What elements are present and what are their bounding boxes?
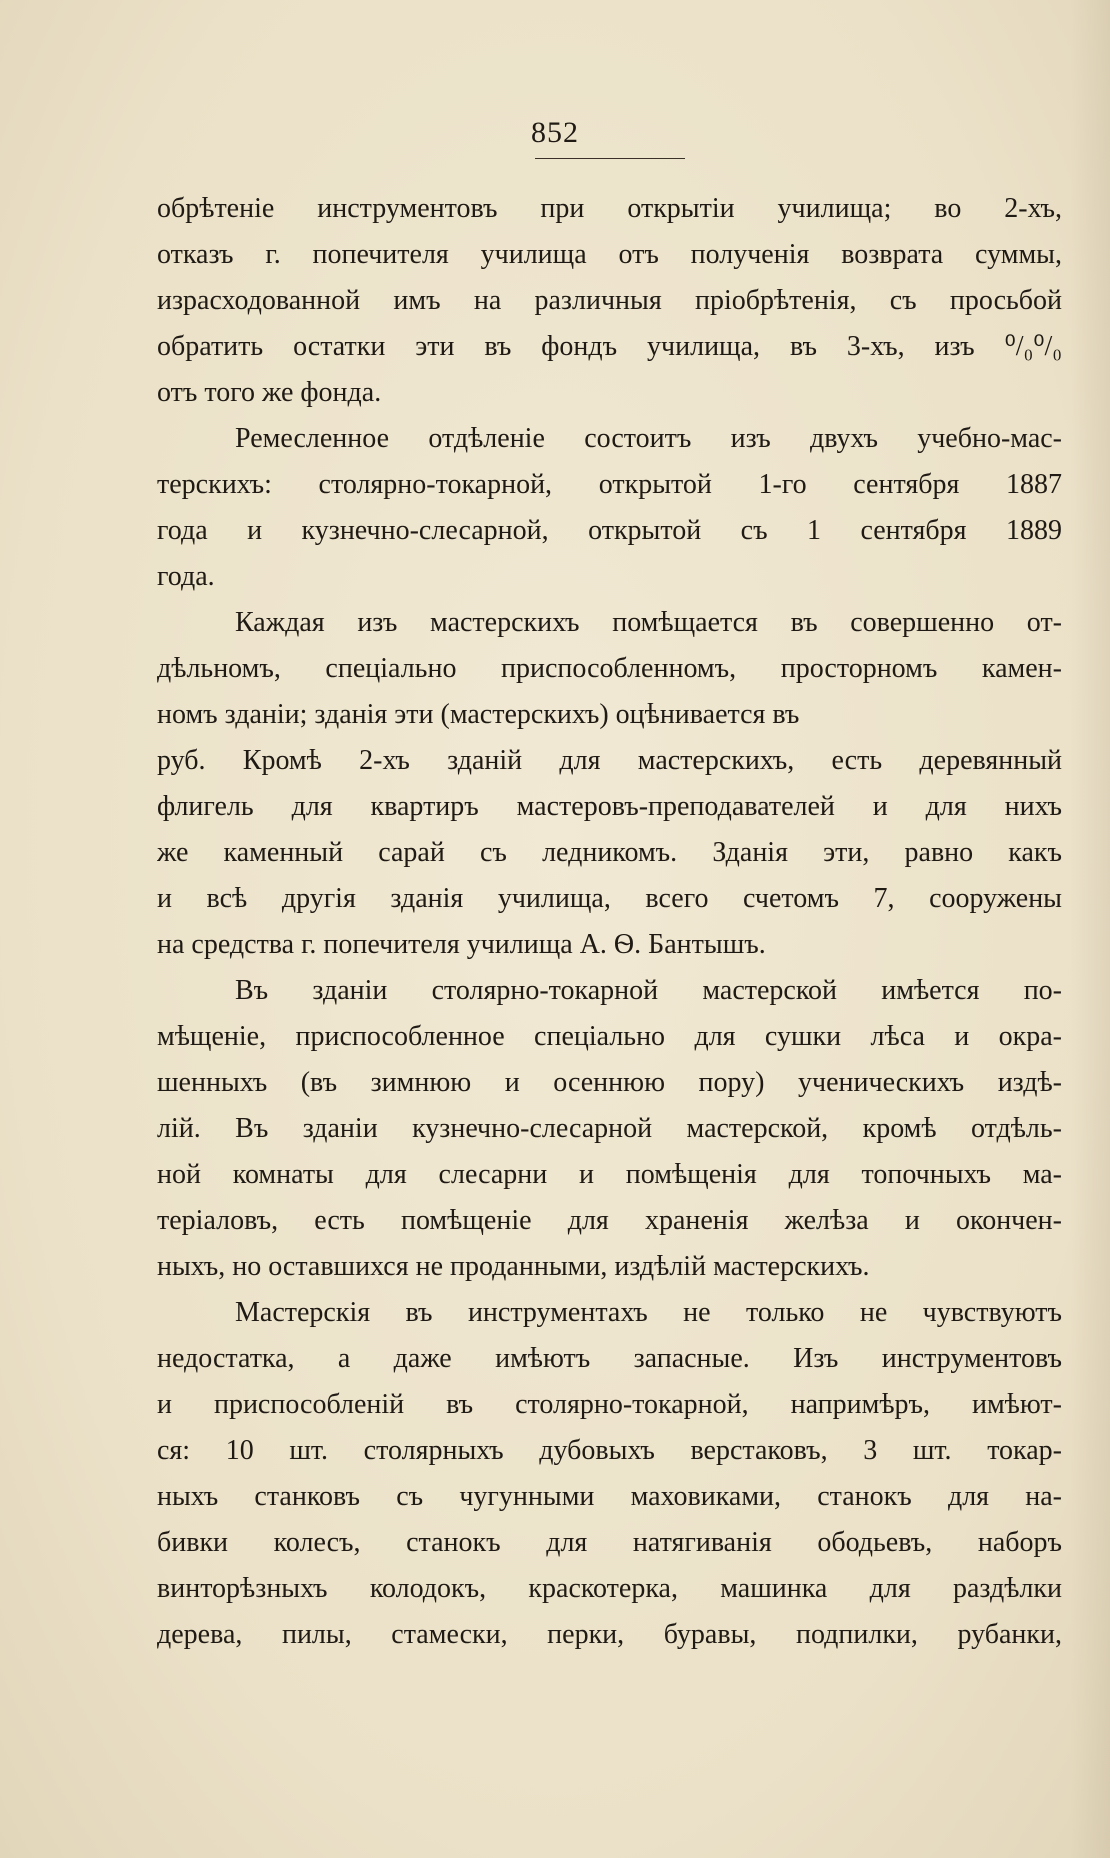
text-line: ся: 10 шт. столярныхъ дубовыхъ верстаковъ, 3 шт. токар-	[157, 1435, 1062, 1466]
text-line: номъ зданіи; зданія эти (мастерскихъ) оцѣнивается въ	[157, 699, 800, 730]
text-line: шенныхъ (въ зимнюю и осеннюю пору) ученическихъ издѣ-	[157, 1067, 1062, 1098]
text-line: обрѣтеніе инструментовъ при открытіи училища; во 2-хъ,	[157, 193, 1062, 224]
text-line: ной комнаты для слесарни и помѣщенія для топочныхъ ма-	[157, 1159, 1062, 1190]
text-line: ныхъ станковъ съ чугунными маховиками, станокъ для на-	[157, 1481, 1062, 1512]
text-line: года и кузнечно-слесарной, открытой съ 1 сентября 1889	[157, 515, 1062, 546]
text-line: дѣльномъ, спеціально приспособленномъ, просторномъ камен-	[157, 653, 1062, 684]
text-line: руб. Кромѣ 2-хъ зданій для мастерскихъ, есть деревянный	[157, 745, 1062, 776]
text-line: на средства г. попечителя училища А. Ѳ. Бантышъ.	[157, 929, 766, 960]
text-line: недостатка, а даже имѣютъ запасные. Изъ инструментовъ	[157, 1343, 1062, 1374]
text-line: лій. Въ зданіи кузнечно-слесарной мастерской, кромѣ отдѣль-	[157, 1113, 1062, 1144]
text-line: флигель для квартиръ мастеровъ-преподавателей и для нихъ	[157, 791, 1062, 822]
text-line: теріаловъ, есть помѣщеніе для храненія желѣза и окончен-	[157, 1205, 1062, 1236]
page-edge-shadow	[1070, 0, 1110, 1858]
text-line: и приспособленій въ столярно-токарной, напримѣръ, имѣют-	[157, 1389, 1062, 1420]
text-line: мѣщеніе, приспособленное спеціально для сушки лѣса и окра-	[157, 1021, 1062, 1052]
text-line: отъ того же фонда.	[157, 377, 382, 408]
body-text	[157, 186, 1062, 1658]
header-rule	[535, 158, 685, 159]
text-line: израсходованной имъ на различныя пріобрѣтенія, съ просьбой	[157, 285, 1062, 316]
text-line: терскихъ: столярно-токарной, открытой 1-го сентября 1887	[157, 469, 1062, 500]
text-line: года.	[157, 561, 215, 592]
text-line: дерева, пилы, стамески, перки, буравы, подпилки, рубанки,	[157, 1619, 1062, 1650]
text-line: ныхъ, но оставшихся не проданными, издѣлій мастерскихъ.	[157, 1251, 870, 1282]
text-line: Въ зданіи столярно-токарной мастерской имѣется по-	[235, 975, 1062, 1006]
text-line: и всѣ другія зданія училища, всего счетомъ 7, сооружены	[157, 883, 1062, 914]
page-number: 852	[531, 116, 579, 149]
text-line: Каждая изъ мастерскихъ помѣщается въ совершенно от-	[235, 607, 1062, 638]
text-line: бивки колесъ, станокъ для натягиванія ободьевъ, наборъ	[157, 1527, 1062, 1558]
text-line: винторѣзныхъ колодокъ, краскотерка, машинка для раздѣлки	[157, 1573, 1062, 1604]
text-line: же каменный сарай съ ледникомъ. Зданія эти, равно какъ	[157, 837, 1062, 868]
text-line: Ремесленное отдѣленіе состоитъ изъ двухъ учебно-мас-	[235, 423, 1062, 454]
text-line: Мастерскія въ инструментахъ не только не чувствуютъ	[235, 1297, 1062, 1328]
text-line: обратить остатки эти въ фондъ училища, въ 3-хъ, изъ ⁰/₀⁰/₀	[157, 331, 1062, 362]
text-line: отказъ г. попечителя училища отъ полученія возврата суммы,	[157, 239, 1062, 270]
